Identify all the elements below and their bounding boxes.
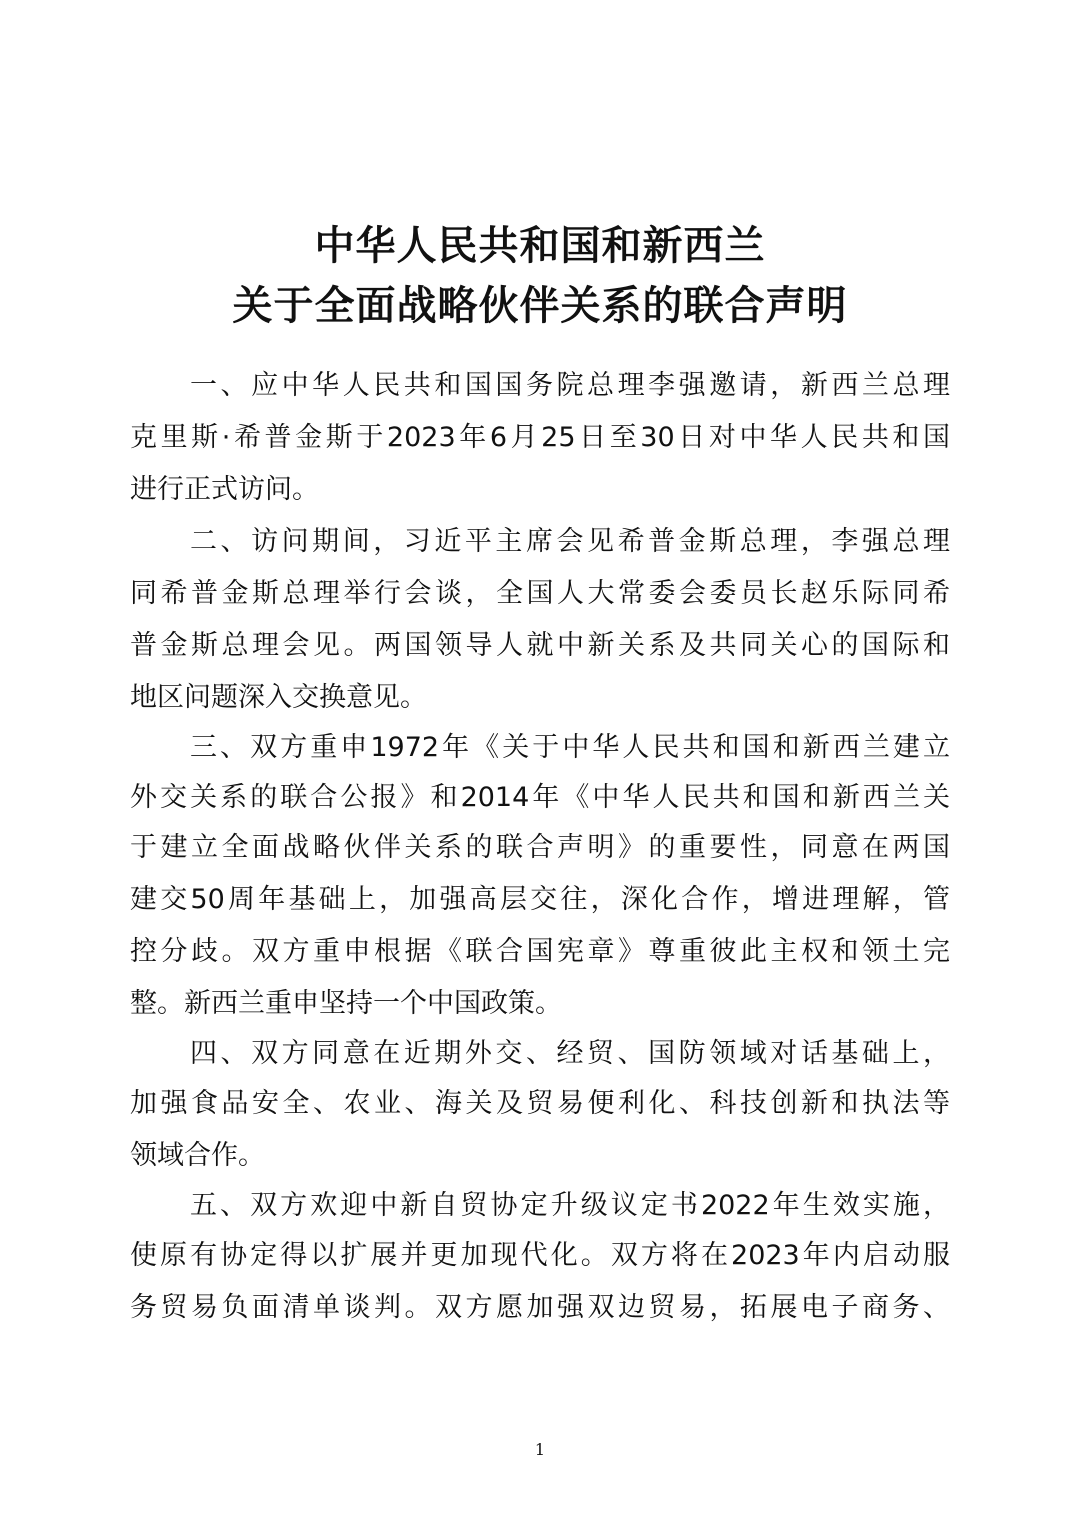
paragraph-2-line-2: 同希普金斯总理举行会谈，全国人大常委会委员长赵乐际同希 bbox=[130, 578, 950, 609]
paragraph-2-line-3: 普金斯总理会见。两国领导人就中新关系及共同关心的国际和 bbox=[130, 630, 950, 661]
paragraph-3-line-1: 三、双方重申1972年《关于中华人民共和国和新西兰建立 bbox=[190, 732, 950, 763]
document-title-line-1: 中华人民共和国和新西兰 bbox=[314, 223, 766, 269]
paragraph-4-line-1: 四、双方同意在近期外交、经贸、国防领域对话基础上， bbox=[190, 1038, 950, 1069]
paragraph-2-line-4: 地区问题深入交换意见。 bbox=[130, 682, 427, 713]
paragraph-3-line-2: 外交关系的联合公报》和2014年《中华人民共和国和新西兰关 bbox=[130, 782, 950, 813]
paragraph-1-line-3: 进行正式访问。 bbox=[130, 474, 319, 505]
paragraph-4-line-2: 加强食品安全、农业、海关及贸易便利化、科技创新和执法等 bbox=[130, 1088, 950, 1119]
paragraph-2-line-1: 二、访问期间，习近平主席会见希普金斯总理，李强总理 bbox=[190, 526, 950, 557]
paragraph-3-line-4: 建交50周年基础上，加强高层交往，深化合作，增进理解，管 bbox=[130, 884, 950, 915]
page-number: 1 bbox=[534, 1440, 546, 1459]
paragraph-3-line-6: 整。新西兰重申坚持一个中国政策。 bbox=[130, 988, 562, 1019]
paragraph-3-line-5: 控分歧。双方重申根据《联合国宪章》尊重彼此主权和领土完 bbox=[130, 936, 950, 967]
paragraph-4-line-3: 领域合作。 bbox=[130, 1140, 265, 1171]
paragraph-1-line-2: 克里斯·希普金斯于2023年6月25日至30日对中华人民共和国 bbox=[130, 422, 950, 453]
paragraph-5-line-2: 使原有协定得以扩展并更加现代化。双方将在2023年内启动服 bbox=[130, 1240, 950, 1271]
paragraph-1-line-1: 一、应中华人民共和国国务院总理李强邀请，新西兰总理 bbox=[190, 370, 950, 401]
paragraph-5-line-1: 五、双方欢迎中新自贸协定升级议定书2022年生效实施， bbox=[190, 1190, 950, 1221]
paragraph-5-line-3: 务贸易负面清单谈判。双方愿加强双边贸易，拓展电子商务、 bbox=[130, 1292, 950, 1323]
paragraph-3-line-3: 于建立全面战略伙伴关系的联合声明》的重要性，同意在两国 bbox=[130, 832, 950, 863]
document-title-line-2: 关于全面战略伙伴关系的联合声明 bbox=[232, 283, 848, 329]
